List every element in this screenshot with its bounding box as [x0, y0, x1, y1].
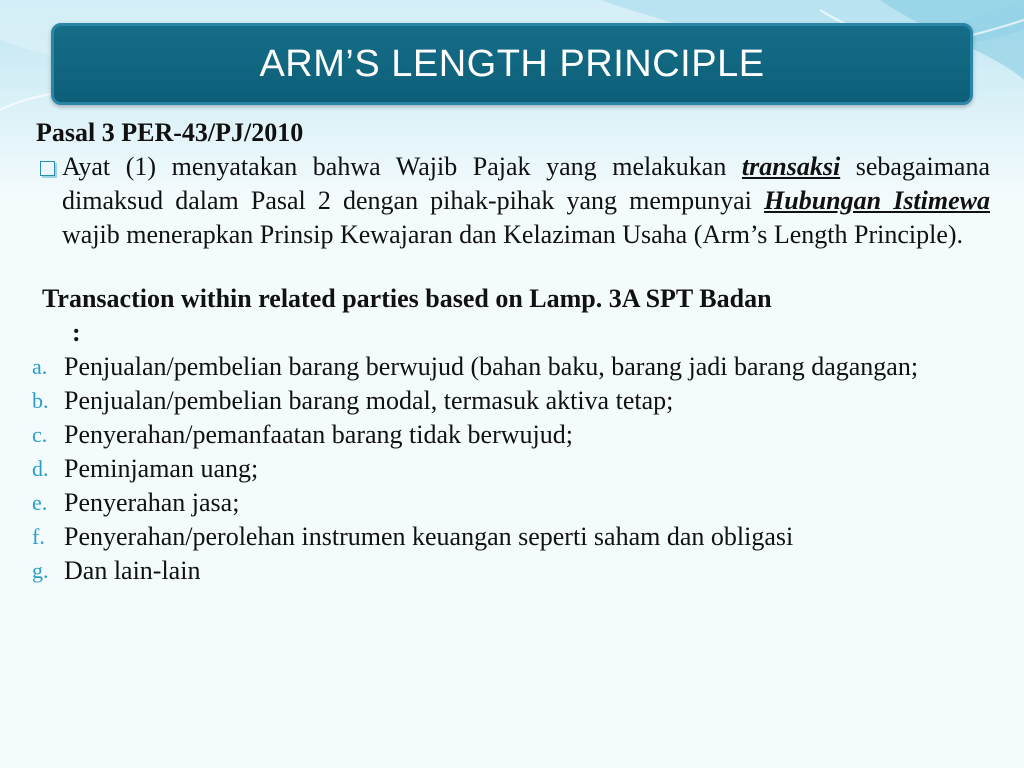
- bullet-paragraph: [40, 150, 990, 252]
- paragraph-part-2: sebagaimana dimaksud dalam Pasal 2 dengan pihak-pihak yang mempunyai: [62, 152, 991, 215]
- transaction-list: [32, 350, 990, 588]
- list-marker: d.: [32, 456, 49, 481]
- list-marker: f.: [32, 524, 45, 549]
- list-item: [32, 418, 990, 452]
- list-item-text: Penjualan/pembelian barang berwujud (bahan baku, barang jadi barang dagangan;: [64, 352, 919, 381]
- section-heading-colon: :: [72, 318, 81, 347]
- emphasis-hubungan-istimewa: Hubungan Istimewa: [764, 186, 990, 215]
- list-item-text: Penyerahan/perolehan instrumen keuangan seperti saham dan obligasi: [64, 522, 794, 551]
- list-marker: e.: [32, 490, 48, 515]
- list-item-text: Penyerahan jasa;: [64, 488, 240, 517]
- slide-content: [32, 116, 991, 588]
- list-item-text: Peminjaman uang;: [64, 454, 259, 483]
- emphasis-transaksi: transaksi: [741, 152, 841, 181]
- list-item: [32, 486, 990, 520]
- list-item: [32, 554, 990, 588]
- list-item-text: Penjualan/pembelian barang modal, termasuk aktiva tetap;: [64, 386, 674, 415]
- list-marker: a.: [32, 354, 48, 379]
- list-marker: g.: [32, 558, 49, 583]
- list-item: [32, 350, 990, 384]
- list-item-text: Dan lain-lain: [64, 556, 201, 585]
- paragraph-part-1: Ayat (1) menyatakan bahwa Wajib Pajak yang melakukan: [62, 152, 742, 181]
- list-marker: b.: [32, 388, 49, 413]
- slide-title: ARM’S LENGTH PRINCIPLE: [259, 42, 765, 85]
- list-item-text: Penyerahan/pemanfaatan barang tidak berwujud;: [64, 420, 573, 449]
- section-heading-text: Transaction within related parties based on Lamp. 3A SPT Badan: [42, 284, 772, 313]
- subtitle: Pasal 3 PER-43/PJ/2010: [36, 118, 304, 147]
- list-item: [32, 384, 990, 418]
- list-item: [32, 452, 990, 486]
- bullet-text: [62, 150, 990, 252]
- list-item: [32, 520, 990, 554]
- list-marker: c.: [32, 422, 48, 447]
- title-banner: [51, 23, 973, 105]
- section-heading: [36, 282, 990, 350]
- checkbox-square-icon: [40, 161, 55, 176]
- paragraph-part-3: wajib menerapkan Prinsip Kewajaran dan Kelaziman Usaha (Arm’s Length Principle).: [62, 220, 964, 249]
